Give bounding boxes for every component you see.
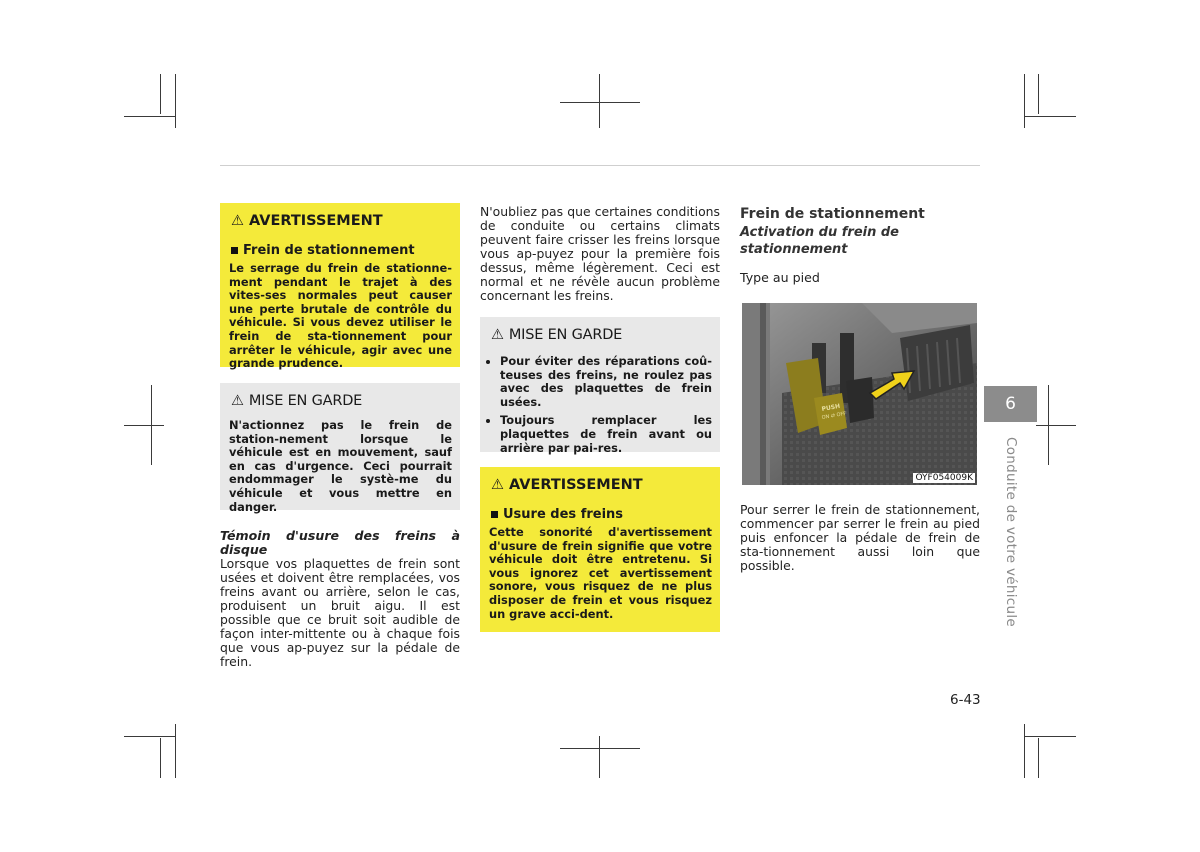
warning-box-parking-brake <box>220 203 460 371</box>
pedal-label-push: PUSH <box>821 402 841 413</box>
warning-title: ⚠ AVERTISSEMENT <box>231 213 383 229</box>
chapter-number: 6 <box>1005 394 1016 414</box>
chapter-tab <box>984 386 1037 422</box>
pedal-label-onoff: ON ⇄ OFF <box>821 410 847 421</box>
caution-body: N'actionnez pas le frein de station-nement lorsque le véhicule est en mouvement, sauf en cas d'urgence. Ceci pourrait endommager le systè-me du véhicule et vous mettre en danger. <box>229 418 452 514</box>
caution-title: ⚠ MISE EN GARDE <box>231 393 363 409</box>
warning-title: ⚠ AVERTISSEMENT <box>491 477 643 493</box>
caution-triangle-icon: ⚠ <box>231 393 244 409</box>
caution-list-item: • Pour éviter des réparations coû-teuses des freins, ne roulez pas avec des plaquettes de frein usées. <box>500 355 712 409</box>
caution-box-brake-pads <box>480 317 720 455</box>
caution-list <box>488 355 712 455</box>
warning-subtitle: Usure des freins <box>491 507 712 522</box>
brake-wear-indicator-section <box>220 529 460 669</box>
caution-title: ⚠ MISE EN GARDE <box>491 327 623 343</box>
chapter-title: Conduite de votre véhicule <box>1003 437 1019 628</box>
section-text: Lorsque vos plaquettes de frein sont usées et doivent être remplacées, vos freins avant ou arrière, selon le cas, produisent un bruit aigu. Il est possible que ce bruit soit audible de façon inter-mittente ou à chaque fois que vous ap-puyez sur la pédale de frein. <box>220 556 460 669</box>
header-rule <box>220 165 980 166</box>
pedal-illustration <box>742 303 977 485</box>
section-heading: Témoin d'usure des freins à disque <box>220 528 460 557</box>
foot-parking-brake-photo <box>742 303 977 485</box>
warning-body: Cette sonorité d'avertissement d'usure de frein signifie que votre véhicule doit être entretenu. Si vous ignorez cet avertissement sonore, vous risquez de ne plus disposer de frein et vous risquez un grave acci-dent. <box>489 525 712 621</box>
parking-brake-instructions: Pour serrer le frein de stationnement, commencer par serrer le frein au pied puis enfoncer la pédale de frein de sta-tionnement aussi loin que possible. <box>740 502 980 573</box>
image-code: OYF054009K <box>915 473 973 483</box>
warning-triangle-icon: ⚠ <box>491 477 504 493</box>
warning-body: Le serrage du frein de stationne-ment pendant le trajet à des vites-ses normales peut causer une perte brutale de contrôle du véhicule. Si vous devez utiliser le frein de sta-tionnement pour arrêter le véhicule, agir avec une grande prudence. <box>229 261 452 371</box>
square-bullet-icon <box>491 511 498 518</box>
caution-box-parking-brake <box>220 383 460 514</box>
section-subheading: Activation du frein de stationnement <box>740 225 899 257</box>
caution-triangle-icon: ⚠ <box>491 327 504 343</box>
page-number: 6-43 <box>950 692 981 708</box>
brake-noise-paragraph: N'oubliez pas que certaines conditions de conduite ou certains climats peuvent faire crisser les freins lorsque vous ap-puyez pour la première fois dessus, même légèrement. Ceci est normal et ne révèle aucun problème concernant les freins. <box>480 204 720 303</box>
warning-triangle-icon: ⚠ <box>231 213 244 229</box>
section-heading: Frein de stationnement <box>740 206 925 222</box>
warning-subtitle: Frein de stationnement <box>231 243 452 258</box>
square-bullet-icon <box>231 247 238 254</box>
caution-list-item: • Toujours remplacer les plaquettes de frein avant ou arrière par pai-res. <box>500 414 712 455</box>
warning-box-brake-wear <box>480 467 720 632</box>
type-label: Type au pied <box>740 270 820 285</box>
